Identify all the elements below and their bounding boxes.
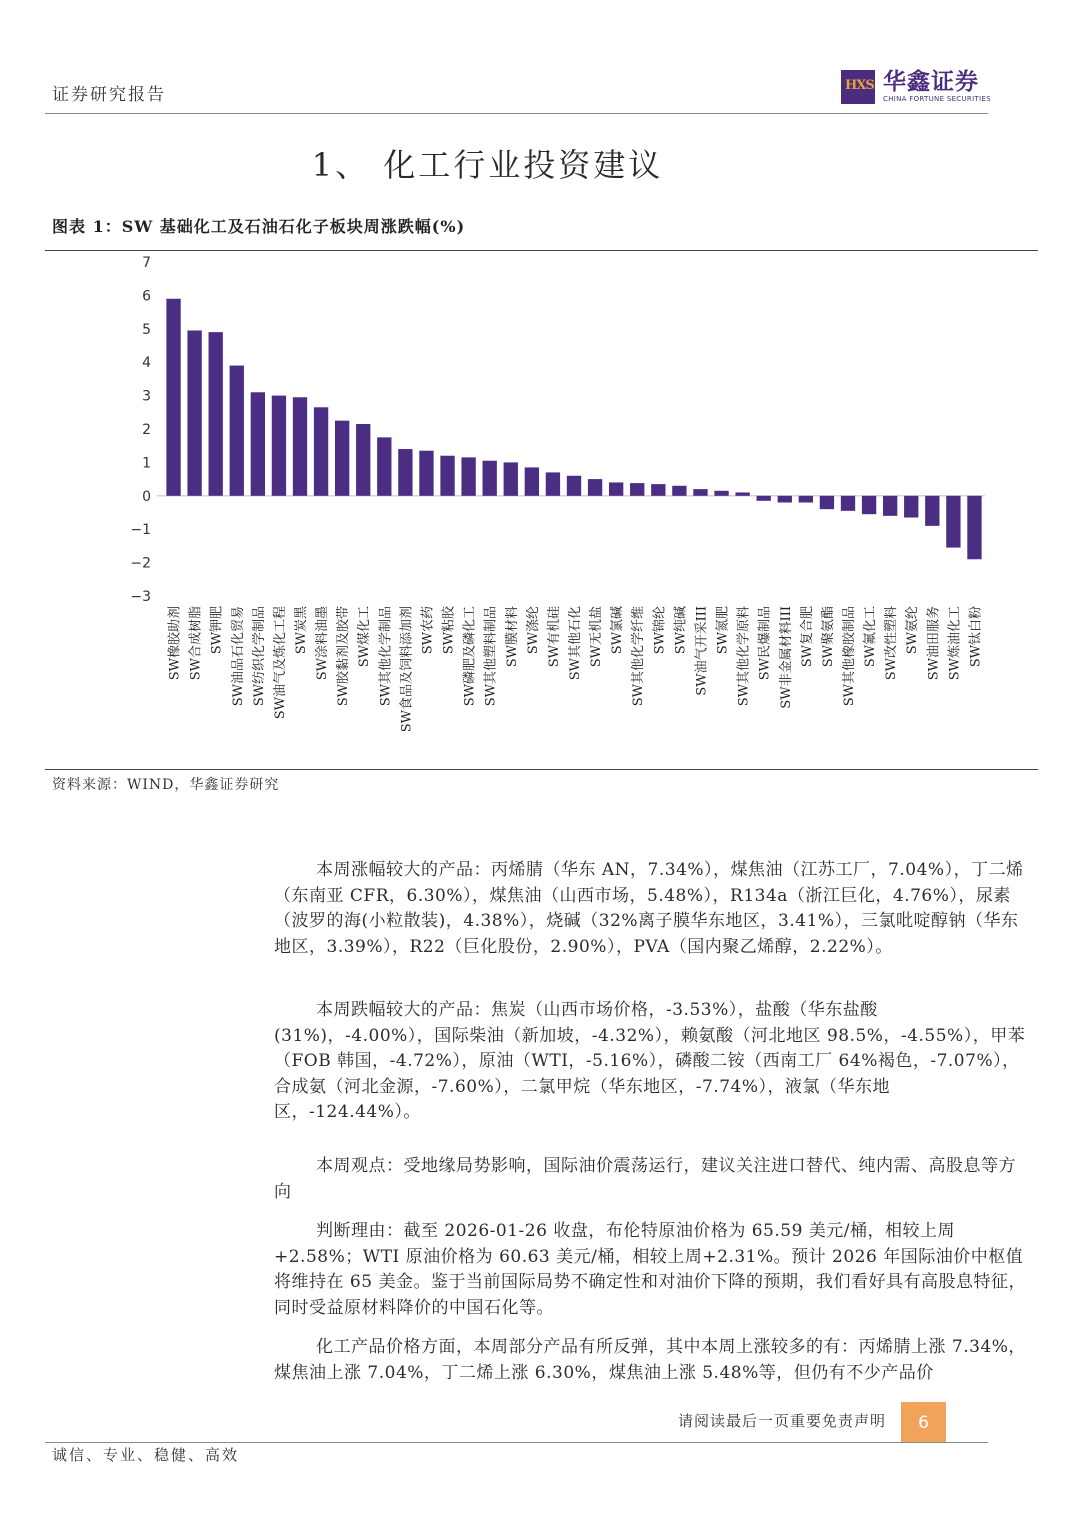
x-tick-label: SW橡胶助剂 — [167, 606, 183, 681]
x-tick-label: SW其他化学原料 — [736, 606, 752, 707]
paragraph-decliners: 本周跌幅较大的产品：焦炭（山西市场价格，-3.53%），盐酸（华东盐酸(31%)，-4.00%），国际柴油（新加坡，-4.32%），赖氨酸（河北地区 98.5%，-4.55%），甲苯（FOB 韩国，-4.72%），原油（WTI，-5.16%），磷酸二铵（西南工厂 64%褐色，-7.07%），合成氨（河北金源，-7.60%），二氯甲烷（华东地区，-7.74%），液氯（华东地区，-124.44%）。 — [274, 1000, 1026, 1122]
bar — [419, 451, 433, 496]
bar — [251, 392, 265, 496]
x-tick-label: SW其他化学制品 — [378, 606, 394, 707]
bar — [461, 457, 475, 495]
x-tick-label: SW油气及炼化工程 — [272, 606, 288, 720]
bar — [356, 424, 370, 496]
paragraph-view: 本周观点：受地缘局势影响，国际油价震荡运行，建议关注进口替代、纯内需、高股息等方向 — [274, 1156, 1016, 1202]
x-tick-label: SW食品及饲料添加剂 — [399, 606, 415, 733]
sector-weekly-change-chart — [45, 252, 1038, 768]
x-tick-label: SW纯碱 — [673, 606, 689, 655]
x-tick-label: SW其他石化 — [568, 606, 583, 681]
y-tick-label: 7 — [142, 255, 151, 271]
bar — [757, 496, 771, 501]
brand-logo — [841, 70, 991, 104]
bar — [967, 496, 981, 559]
bar — [335, 421, 349, 496]
bar — [230, 366, 244, 496]
bar — [778, 496, 792, 503]
x-tick-label: SW粘胶 — [441, 606, 457, 655]
bar — [714, 491, 728, 496]
y-tick-label: −2 — [130, 555, 151, 572]
y-tick-label: −3 — [130, 589, 151, 605]
y-tick-label: 6 — [142, 288, 151, 305]
x-tick-label: SW煤化工 — [357, 606, 373, 668]
footer-divider — [45, 1442, 988, 1443]
chart-bottom-rule — [45, 769, 1038, 770]
bar — [841, 496, 855, 511]
x-tick-label: SW民爆制品 — [757, 606, 773, 681]
bar — [504, 462, 518, 495]
page-number: 6 — [901, 1402, 946, 1443]
bar — [651, 484, 665, 496]
section-title: 1、 化工行业投资建议 — [311, 146, 664, 184]
x-tick-label: SW氨纶 — [905, 606, 921, 655]
x-tick-label: SW氮肥 — [715, 606, 731, 655]
x-tick-label: SW炼油化工 — [947, 606, 963, 681]
x-tick-label: SW炭黑 — [294, 606, 309, 655]
bar — [862, 496, 876, 514]
x-tick-label: SW聚氨酯 — [820, 606, 836, 668]
bar — [187, 330, 201, 495]
x-tick-label: SW磷肥及磷化工 — [462, 606, 478, 707]
y-tick-label: −1 — [130, 522, 151, 539]
x-tick-label: SW有机硅 — [546, 606, 562, 668]
bar — [272, 396, 286, 496]
bar — [525, 467, 539, 495]
x-tick-label: SW钛白粉 — [968, 606, 984, 668]
bar — [609, 482, 623, 495]
x-tick-label: SW氟化工 — [863, 606, 879, 668]
y-tick-label: 0 — [142, 488, 151, 505]
x-tick-label: SW其他塑料制品 — [483, 606, 499, 707]
x-tick-label: SW纺织化学制品 — [251, 606, 267, 707]
disclaimer-note: 请阅读最后一页重要免责声明 — [678, 1412, 887, 1430]
bar — [883, 496, 897, 516]
bar — [735, 492, 749, 495]
x-tick-label: SW膜材料 — [504, 606, 520, 668]
x-tick-label: SW农药 — [420, 606, 436, 655]
x-tick-label: SW涂料油墨 — [315, 606, 331, 681]
chart-source: 资料来源：WIND，华鑫证券研究 — [52, 777, 280, 793]
bar — [377, 437, 391, 495]
bar — [440, 456, 454, 496]
bar — [693, 489, 707, 496]
x-tick-label: SW合成树脂 — [188, 606, 204, 681]
paragraph-reasoning: 判断理由：截至 2026-01-26 收盘，布伦特原油价格为 65.59 美元/桶，相较上周+2.58%；WTI 原油价格为 60.63 美元/桶，相较上周+2.31%。预计 2026 年国际油价中枢值将维持在 65 美金。鉴于当前国际局势不确定性和对油价下降的预期，我们看好具有高股息特征，同时受益原材料降价的中国石化等。 — [274, 1221, 1026, 1318]
bar — [398, 449, 412, 496]
bar — [946, 496, 960, 548]
document-label: 证券研究报告 — [52, 85, 166, 105]
bar — [546, 472, 560, 495]
bar — [820, 496, 834, 509]
bar — [166, 299, 180, 496]
x-tick-label: SW无机盐 — [589, 606, 605, 668]
x-tick-label: SW油田服务 — [926, 606, 942, 681]
bar — [293, 397, 307, 496]
y-tick-label: 5 — [142, 321, 151, 338]
bar — [925, 496, 939, 526]
logo-mark-icon: HXS — [841, 70, 875, 104]
x-tick-label: SW涤纶 — [525, 606, 541, 655]
chart-caption: 图表 1：SW 基础化工及石油石化子板块周涨跌幅(%) — [52, 217, 466, 236]
x-tick-label: SW其他化学纤维 — [631, 606, 647, 707]
bar — [209, 332, 223, 496]
logo-name-cn: 华鑫证券 — [883, 69, 979, 95]
bar — [799, 496, 813, 503]
x-tick-label: SW复合肥 — [799, 606, 815, 668]
x-tick-label: SW其他橡胶制品 — [842, 606, 857, 707]
x-tick-label: SW改性塑料 — [884, 606, 900, 681]
y-tick-label: 3 — [142, 388, 151, 405]
logo-name-en: CHINA FORTUNE SECURITIES — [883, 95, 991, 103]
bar — [567, 476, 581, 496]
footer-motto: 诚信、专业、稳健、高效 — [52, 1446, 240, 1464]
header-divider — [45, 113, 988, 114]
bar — [630, 483, 644, 496]
x-tick-label: SW油品石化贸易 — [230, 606, 246, 707]
x-tick-label: SW锦纶 — [652, 606, 668, 655]
x-tick-label: SW非金属材料III — [778, 606, 794, 709]
bar — [483, 461, 497, 496]
chart-top-rule — [45, 250, 1038, 251]
x-tick-label: SW油气开采III — [694, 606, 710, 696]
y-tick-label: 4 — [142, 355, 151, 372]
paragraph-prices: 化工产品价格方面，本周部分产品有所反弹，其中本周上涨较多的有：丙烯腈上涨 7.34%，煤焦油上涨 7.04%，丁二烯上涨 6.30%，煤焦油上涨 5.48%等，但仍有不少产品价 — [274, 1337, 1026, 1383]
x-tick-label: SW氯碱 — [610, 606, 626, 655]
bar — [672, 486, 686, 496]
paragraph-gainers: 本周涨幅较大的产品：丙烯腈（华东 AN，7.34%），煤焦油（江苏工厂，7.04%），丁二烯（东南亚 CFR，6.30%），煤焦油（山西市场，5.48%），R134a（浙江巨化，4.76%），尿素（波罗的海(小粒散装)，4.38%），烧碱（32%离子膜华东地区，3.41%），三氯吡啶醇钠（华东地区，3.39%），R22（巨化股份，2.90%），PVA（国内聚乙烯醇，2.22%）。 — [274, 860, 1024, 957]
bar — [588, 479, 602, 496]
y-tick-label: 2 — [142, 422, 151, 438]
bar — [904, 496, 918, 518]
y-tick-label: 1 — [142, 455, 151, 472]
x-tick-label: SW胶黏剂及胶带 — [336, 606, 352, 707]
x-tick-label: SW钾肥 — [209, 606, 225, 655]
bar — [314, 407, 328, 496]
